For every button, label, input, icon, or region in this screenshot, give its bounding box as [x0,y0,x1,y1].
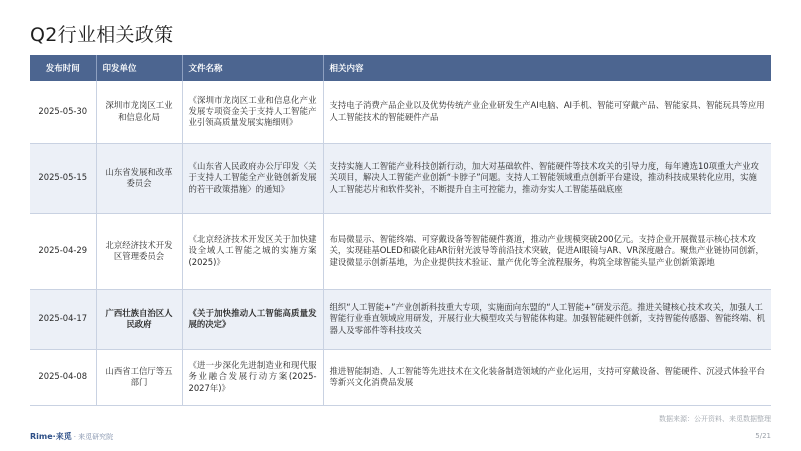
table-row [30,349,771,405]
cell-doc: 《山东省人民政府办公厅印发〈关于支持人工智能全产业链创新发展的若干政策措施〉的通知》 [182,143,323,213]
cell-doc: 《北京经济技术开发区关于加快建设全域人工智能之城的实施方案(2025)》 [182,213,323,289]
cell-date: 2025-05-15 [30,143,96,213]
header-unit: 印发单位 [96,55,182,81]
cell-doc: 《深圳市龙岗区工业和信息化产业发展专项资金关于支持人工智能产业引领高质量发展实施细则》 [182,81,323,143]
cell-date: 2025-04-17 [30,289,96,349]
policy-table [30,55,771,406]
logo-main: Rime·来觅 [30,432,72,441]
logo-sub: · 来觅研究院 [73,433,114,441]
cell-doc: 《关于加快推动人工智能高质量发展的决定》 [182,289,323,349]
cell-unit: 深圳市龙岗区工业和信息化局 [96,81,182,143]
cell-content: 支持实施人工智能产业科技创新行动，加大对基础软件、智能硬件等技术攻关的引导力度，每年遴选10项重大产业攻关项目，解决人工智能产业创新“卡脖子”问题。支持人工智能领域重点创新平台建设，推动科技成果转化应用，实施人工智能芯片和软件奖补，不断提升自主可控能力，推动夯实人工智能基础底座 [323,143,771,213]
cell-doc: 《进一步深化先进制造业和现代服务业融合发展行动方案(2025-2027年)》 [182,349,323,405]
cell-date: 2025-04-08 [30,349,96,405]
table-header-row [30,55,771,81]
page-title: Q2行业相关政策 [30,24,174,46]
table-row [30,81,771,143]
cell-unit: 广西壮族自治区人民政府 [96,289,182,349]
cell-unit: 北京经济技术开发区管理委员会 [96,213,182,289]
header-date: 发布时间 [30,55,96,81]
header-doc: 文件名称 [182,55,323,81]
header-content: 相关内容 [323,55,771,81]
table-row [30,143,771,213]
cell-content: 推进智能制造、人工智能等先进技术在文化装备制造领域的产业化运用，支持可穿戴设备、智能硬件、沉浸式体验平台等新兴文化消费品发展 [323,349,771,405]
table-row [30,289,771,349]
cell-date: 2025-04-29 [30,213,96,289]
cell-unit: 山东省发展和改革委员会 [96,143,182,213]
table-row [30,213,771,289]
cell-content: 布局微显示、智能终端、可穿戴设备等智能硬件赛道，推动产业规模突破200亿元。支持企业开展微显示核心技术攻关，实现硅基OLED和碳化硅AR衍射光波导等前沿技术突破，促进AI眼镜与AR、VR深度融合。聚焦产业链协同创新，建设微显示创新基地，为企业提供技术验证、量产优化等全流程服务，构筑全球智能头显产业创新策源地 [323,213,771,289]
cell-unit: 山西省工信厅等五部门 [96,349,182,405]
page-number: 5/21 [755,432,771,440]
cell-content: 支持电子消费产品企业以及优势传统产业企业研发生产AI电脑、AI手机、智能可穿戴产品、智能家具、智能玩具等应用人工智能技术的智能硬件产品 [323,81,771,143]
source-note: 数据来源：公开资料、来觅数据整理 [659,415,771,423]
cell-content: 组织“人工智能+”产业创新科技重大专项，实施面向东盟的“人工智能+”研发示范。推进关键核心技术攻关，加强人工智能行业垂直领域应用研发，开展行业大模型攻关与智能体构建。加强智能硬件创新，支持智能传感器、智能终端、机器人及零部件等科技攻关 [323,289,771,349]
cell-date: 2025-05-30 [30,81,96,143]
brand-logo [30,431,113,442]
